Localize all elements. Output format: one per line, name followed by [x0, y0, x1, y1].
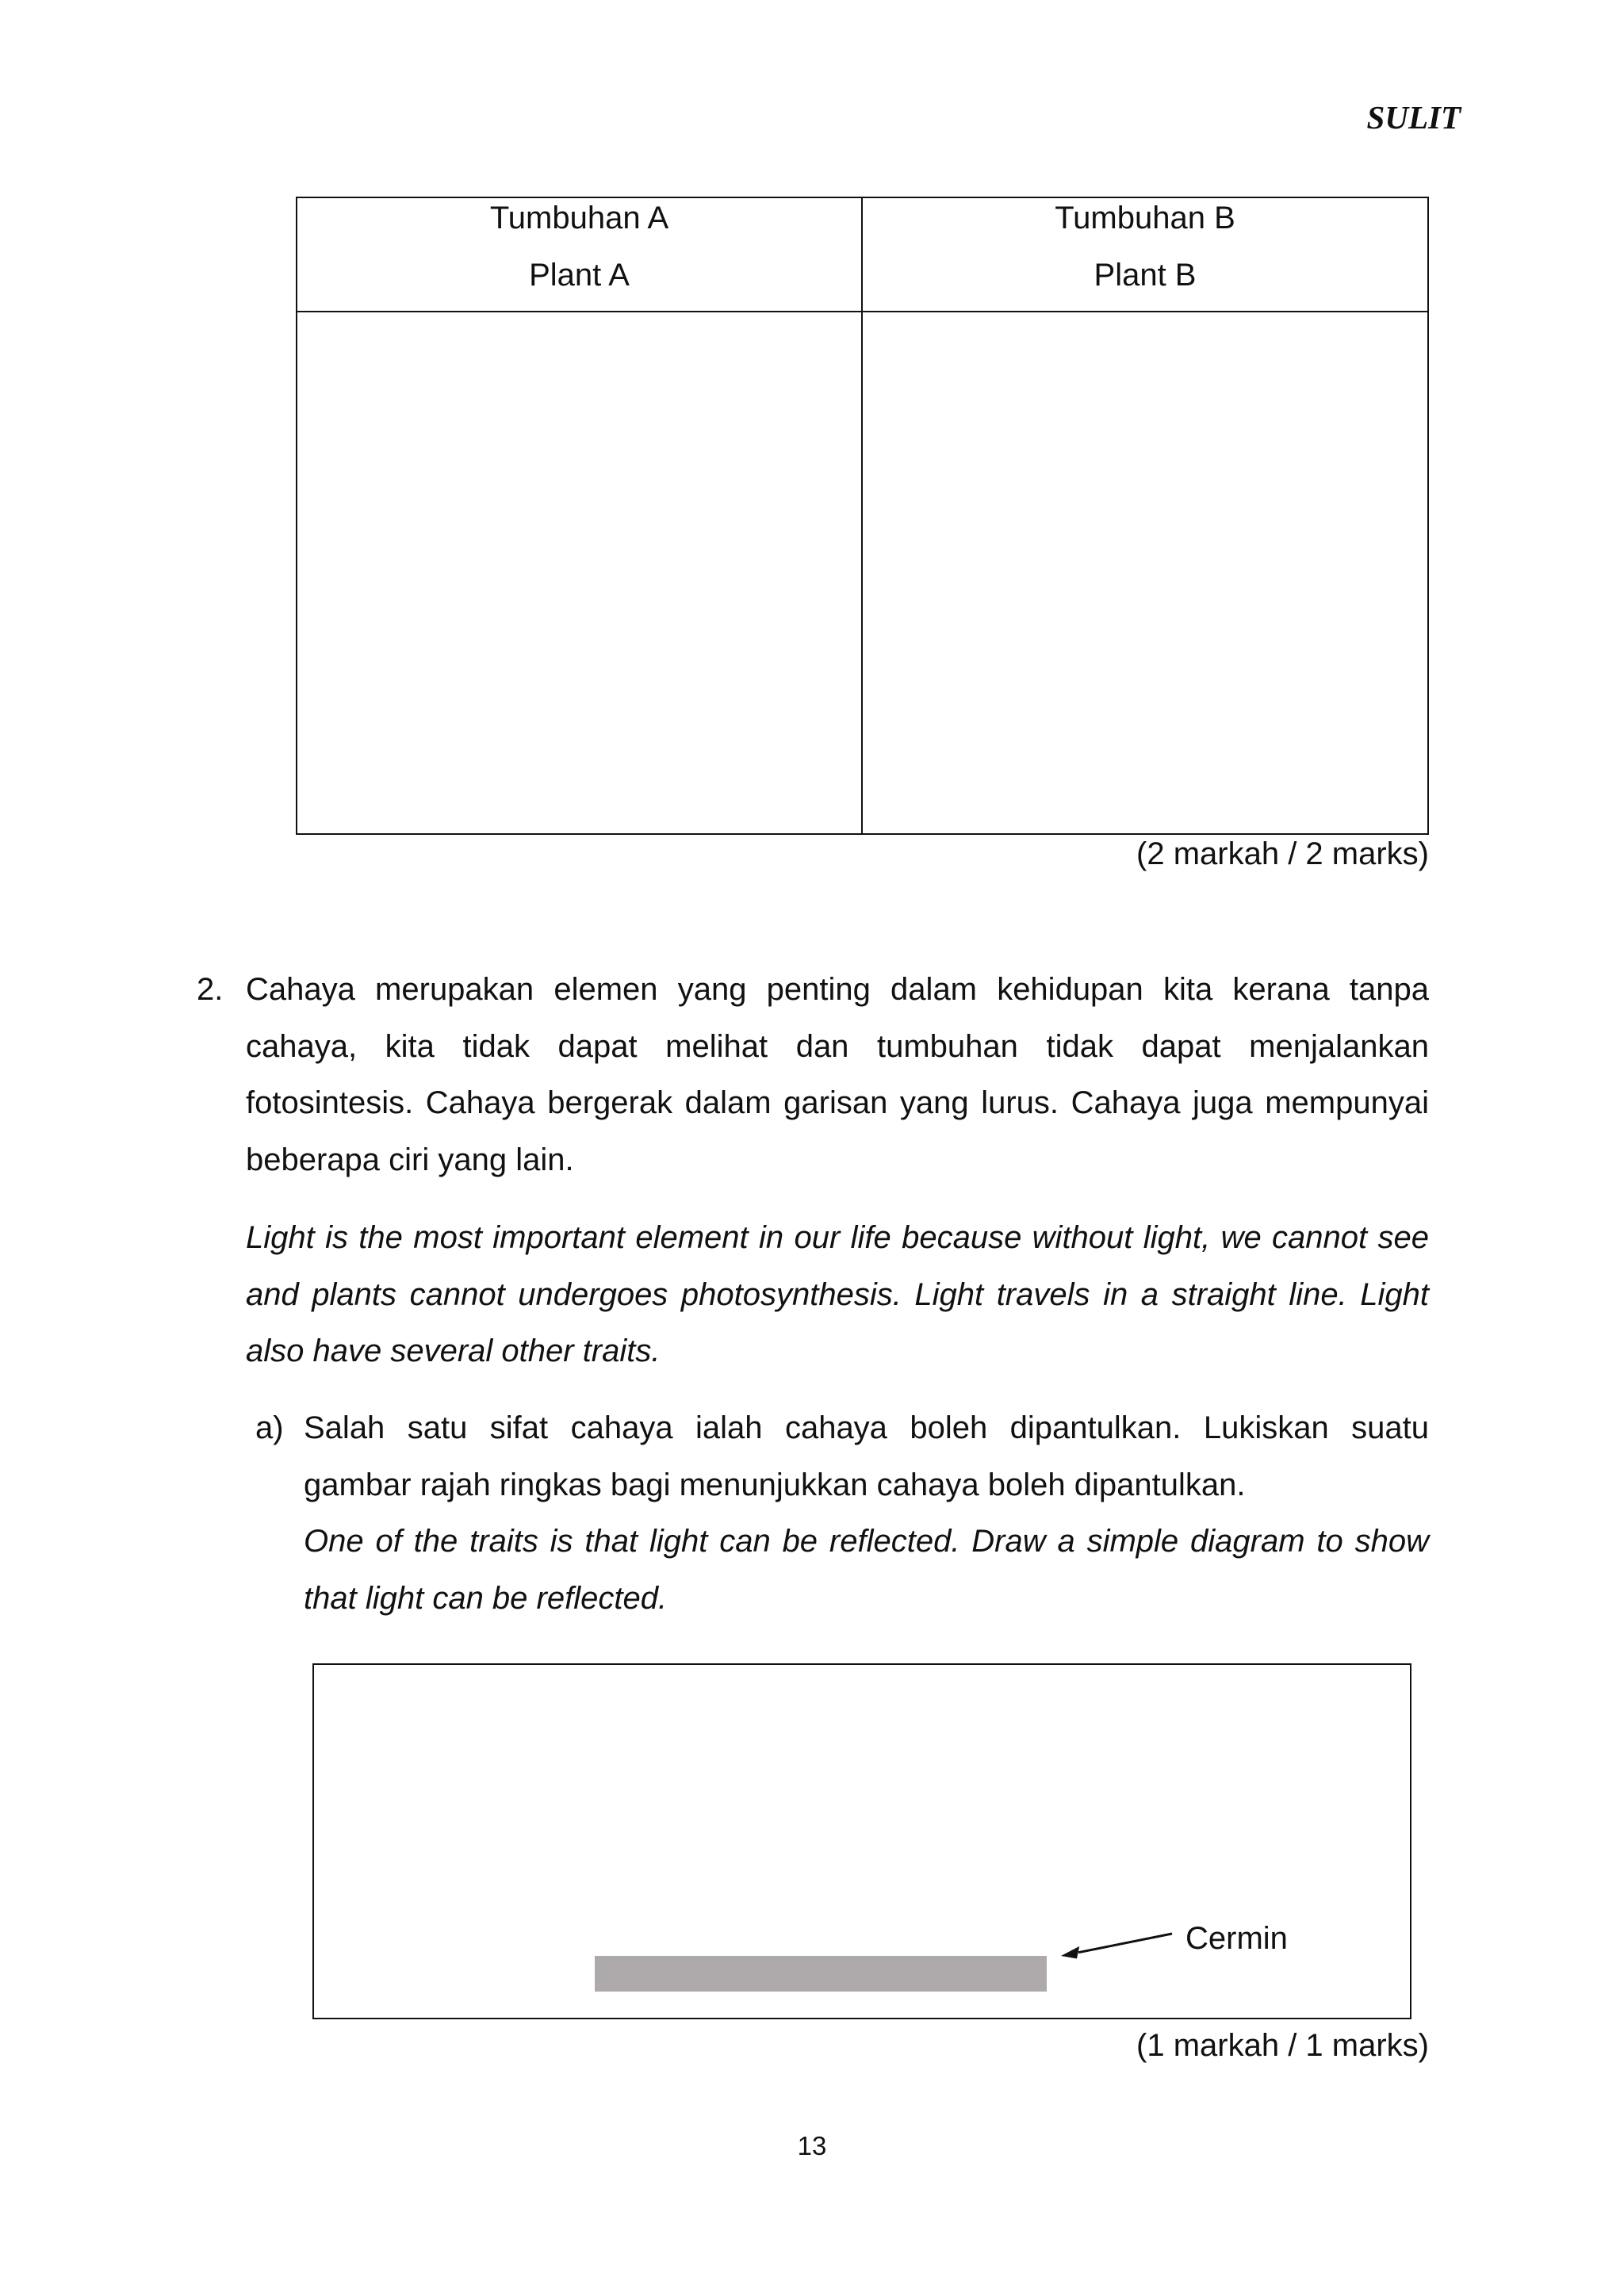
paragraph-line: One of the traits is that light can be reflected. Draw a simple diagram to show: [304, 1524, 1429, 1559]
paragraph-line: and plants cannot undergoes photosynthesis. Light travels in a straight line. Light: [246, 1276, 1429, 1312]
table-header-plant-a: [297, 189, 861, 304]
arrow-shaft: [1078, 1934, 1172, 1953]
paragraph-line: Salah satu sifat cahaya ialah cahaya boleh dipantulkan. Lukiskan suatu: [304, 1410, 1429, 1445]
table-marks: (2 markah / 2 marks): [1136, 836, 1429, 871]
paragraph-line: gambar rajah ringkas bagi menunjukkan cahaya boleh dipantulkan.: [304, 1467, 1246, 1502]
paragraph-line: beberapa ciri yang lain.: [246, 1142, 574, 1177]
mirror-label: Cermin: [1185, 1921, 1288, 1956]
part-a-text: [304, 1400, 1429, 1627]
part-a-label: a): [255, 1410, 284, 1445]
answer-cell-plant-a: [297, 312, 861, 833]
classification-label: SULIT: [1366, 99, 1461, 136]
reflection-diagram-answer-box: [312, 1663, 1411, 2019]
part-a-marks: (1 markah / 1 marks): [1136, 2028, 1429, 2063]
arrow-head: [1061, 1946, 1079, 1959]
table-header-plant-a-english: Plant A: [529, 258, 630, 293]
paragraph-line: cahaya, kita tidak dapat melihat dan tumbuhan tidak dapat menjalankan: [246, 1028, 1429, 1064]
table-header-plant-b-malay: Tumbuhan B: [1055, 201, 1235, 235]
paragraph-line: Cahaya merupakan elemen yang penting dalam kehidupan kita kerana tanpa: [246, 972, 1429, 1007]
plant-answer-table: [296, 197, 1429, 835]
paragraph-line: that light can be reflected.: [304, 1580, 668, 1616]
page-number: 13: [797, 2131, 827, 2160]
paragraph-line: Light is the most important element in our life because without light, we cannot see: [246, 1220, 1429, 1255]
question-number: 2.: [197, 972, 224, 1007]
answer-cell-plant-b: [863, 312, 1427, 833]
paragraph-line: also have several other traits.: [246, 1334, 661, 1369]
table-header-plant-b: [863, 189, 1427, 304]
question-2-malay-paragraph: [246, 962, 1429, 1188]
table-header-plant-a-malay: Tumbuhan A: [489, 201, 669, 235]
question-2-english-paragraph: [246, 1210, 1429, 1380]
table-header-plant-b-english: Plant B: [1094, 258, 1197, 293]
paragraph-line: fotosintesis. Cahaya bergerak dalam garisan yang lurus. Cahaya juga mempunyai: [246, 1085, 1429, 1121]
